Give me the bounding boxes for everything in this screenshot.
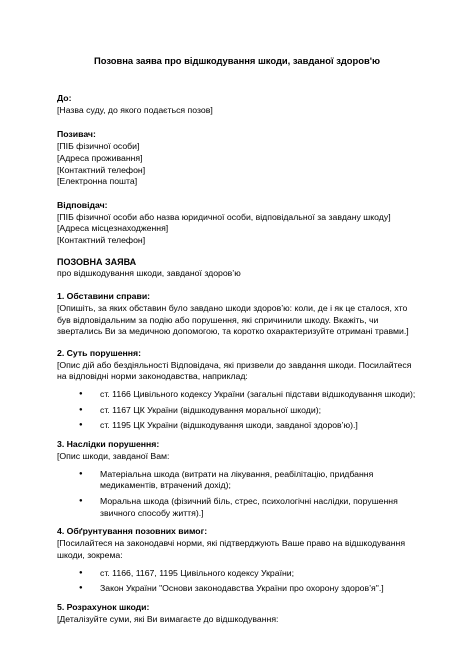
section-text: [Опис дій або бездіяльності Відповідача, які призвели до завдання шкоди. Посилайтеся на відповідні норми законодавства, наприклад: [57, 359, 412, 382]
section-title: 2. Суть порушення: [57, 347, 141, 358]
recipient-label: До: [57, 93, 72, 103]
plaintiff-block [57, 129, 417, 188]
section-text: [Опис шкоди, завданої Вам: [57, 450, 170, 461]
bullet-list [57, 469, 417, 520]
defendant-name-line: [ПІБ фізичної особи або назва юридичної особи, відповідальної за завдану шкоду] [57, 211, 391, 222]
plaintiff-address-line: [Адреса проживання] [57, 152, 143, 163]
section-damage-calculation [57, 602, 417, 625]
document-title: Позовна заява про відшкодування шкоди, завданої здоров'ю [94, 55, 380, 66]
list-item: ● Моральна шкода (фізичний біль, стрес, психологічні наслідки, порушення звичного способу життя).] [91, 496, 417, 519]
section-title: 3. Наслідки порушення: [57, 439, 160, 450]
bullet-list [57, 568, 417, 595]
section-justification [57, 526, 417, 595]
recipient-court-line: [Назва суду, до якого подається позов] [57, 104, 213, 115]
bullet-list [57, 389, 417, 432]
section-circumstances [57, 291, 417, 338]
section-title: 1. Обставини справи: [57, 291, 151, 302]
plaintiff-phone-line: [Контактний телефон] [57, 164, 146, 175]
defendant-phone-line: [Контактний телефон] [57, 235, 146, 246]
defendant-address-line: [Адреса місцезнаходження] [57, 223, 169, 234]
list-item: ● ст. 1195 ЦК України (відшкодування шкоди, завданої здоров’ю).] [91, 420, 417, 432]
section-title: 5. Розрахунок шкоди: [57, 601, 150, 612]
list-item: ● ст. 1167 ЦК України (відшкодування моральної шкоди); [91, 405, 417, 417]
section-violation [57, 348, 417, 432]
section-text: [Посилайтеся на законодавчі норми, які підтверджують Ваше право на відшкодування шкоди, зокрема: [57, 538, 406, 560]
section-consequences [57, 439, 417, 519]
section-text: [Деталізуйте суми, які Ви вимагаєте до відшкодування: [57, 613, 279, 624]
section-text: [Опишіть, за яких обставин було завдано шкоди здоров’ю: коли, де і як це сталося, хто був відповідальним за подію або порушення, які спричинили шкоду. Вкажіть, чи звертались Ви за медичною допомогою, та коротко охарактеризуйте отримані травми.] [57, 302, 409, 337]
defendant-block [57, 200, 417, 247]
list-item: ● ст. 1166, 1167, 1195 Цивільного кодексу України; [91, 568, 417, 580]
claim-heading: ПОЗОВНА ЗАЯВА [57, 256, 137, 267]
plaintiff-name-line: [ПІБ фізичної особи] [57, 141, 140, 152]
section-title: 4. Обґрунтування позовних вимог: [57, 526, 208, 537]
plaintiff-email-line: [Електронна пошта] [57, 176, 138, 187]
recipient-block [57, 93, 417, 116]
list-item: ● ст. 1166 Цивільного кодексу України (загальні підстави відшкодування шкоди); [91, 389, 417, 401]
list-item: ● Матеріальна шкода (витрати на лікування, реабілітацію, придбання медикаментів, втрачений дохід); [91, 469, 417, 492]
plaintiff-label: Позивач: [57, 129, 96, 140]
claim-heading-block [57, 257, 417, 280]
defendant-label: Відповідач: [57, 199, 108, 210]
claim-subheading: про відшкодування шкоди, завданої здоров’ю [57, 268, 241, 279]
list-item: ● Закон України "Основи законодавства України про охорону здоров’я".] [91, 583, 417, 595]
